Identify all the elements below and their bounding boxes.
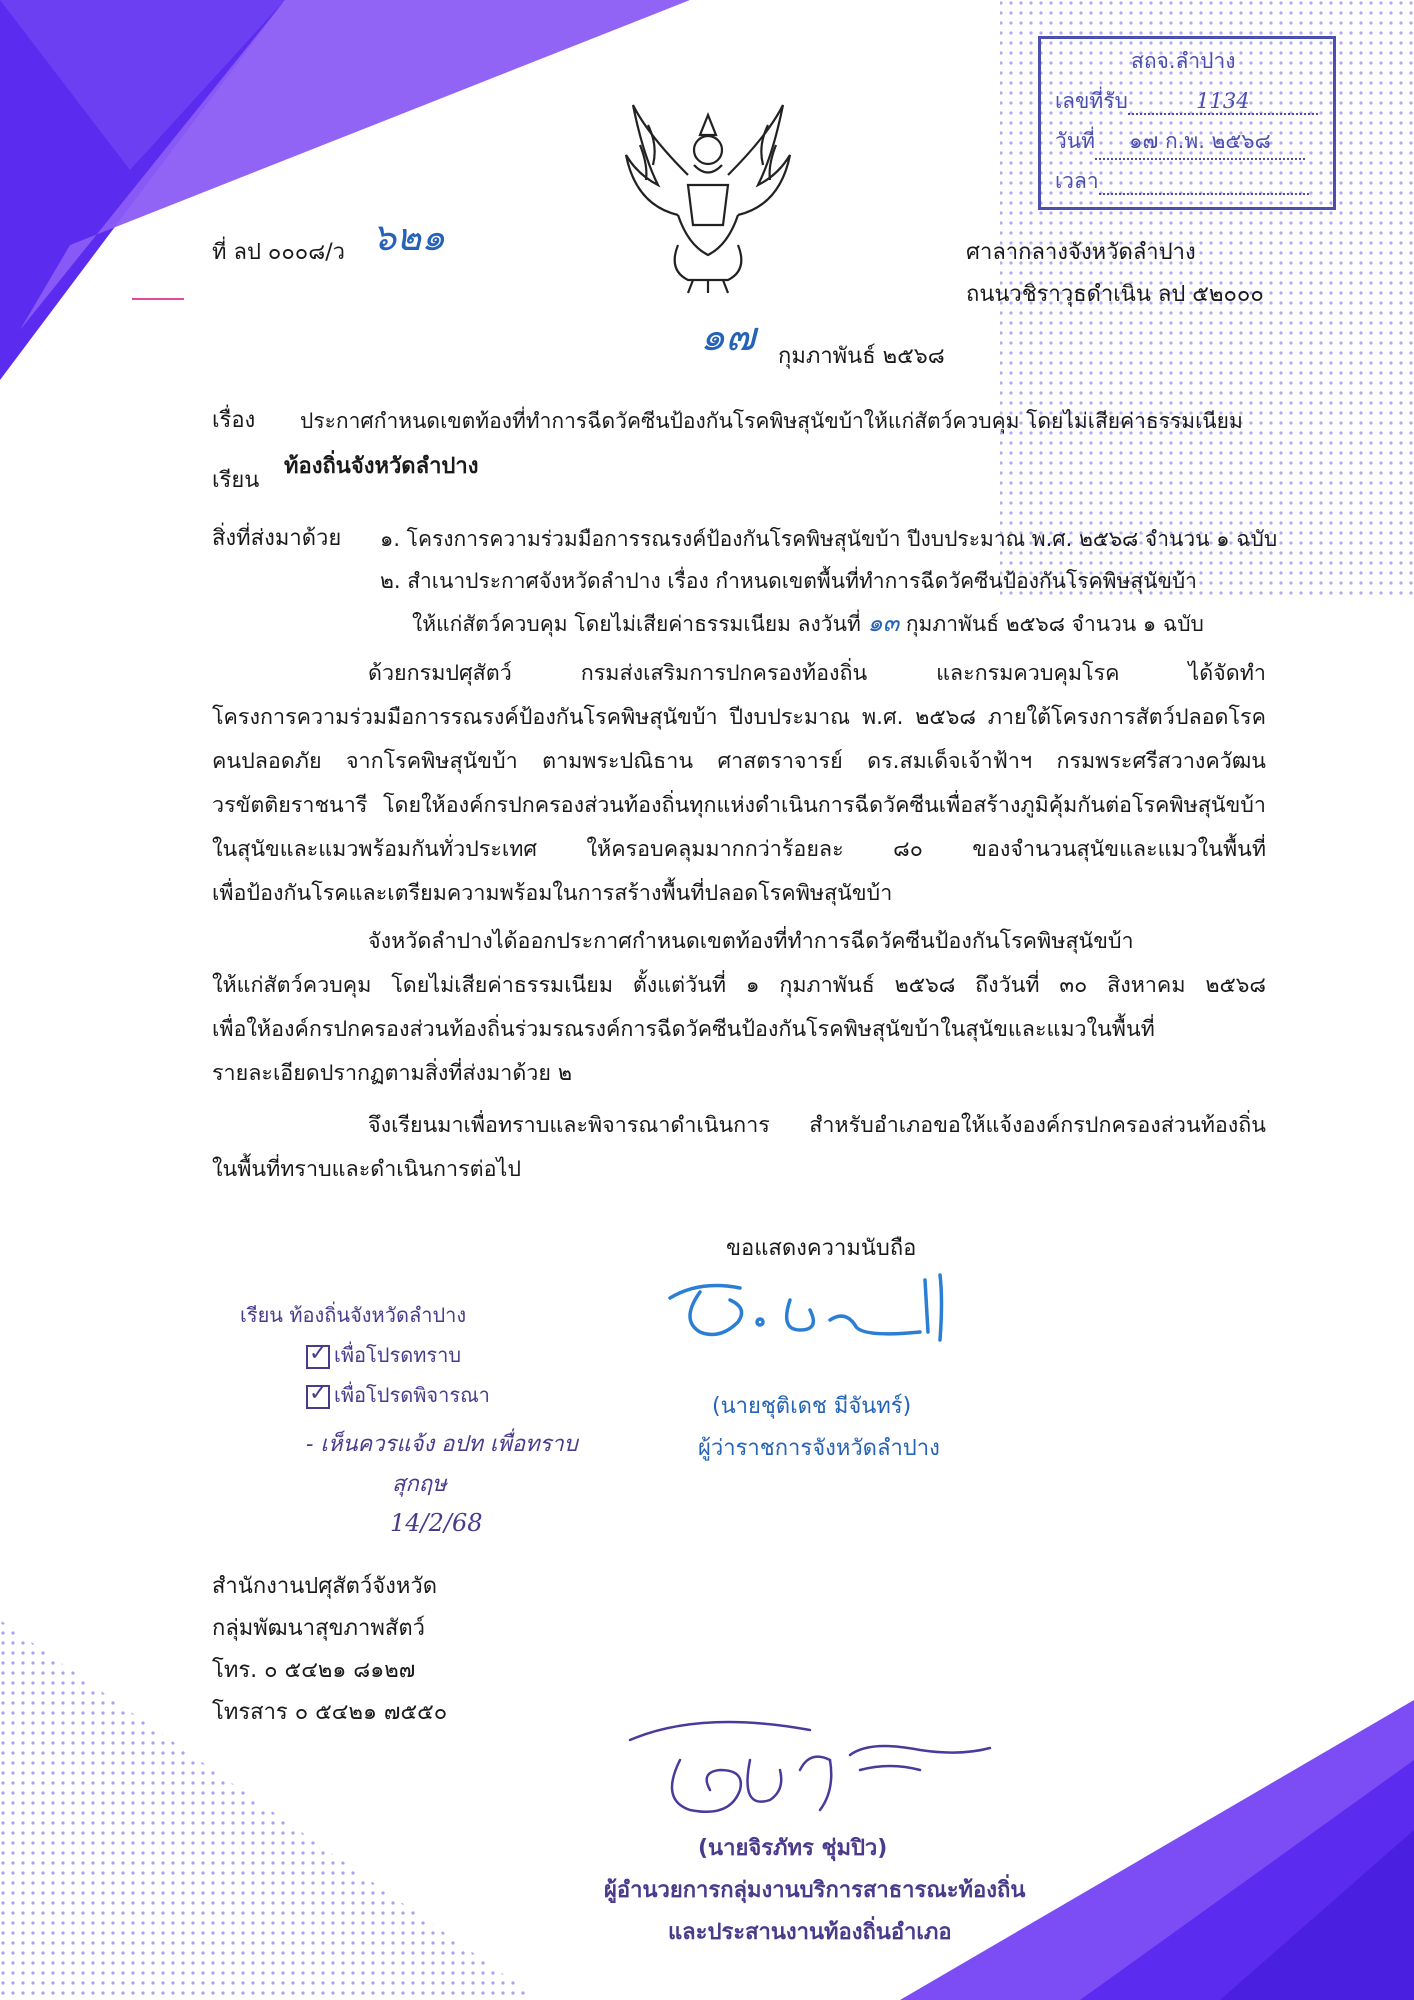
governor-name: (นายชุติเดช มีจันทร์)	[712, 1394, 912, 1419]
stamp-date-value: ๑๗ ก.พ. ๒๕๖๘	[1129, 129, 1271, 153]
paragraph-line: รายละเอียดปรากฏตามสิ่งที่ส่งมาด้วย ๒	[212, 1061, 572, 1086]
note-handwritten-date: 14/2/68	[390, 1509, 483, 1537]
contact-office: สำนักงานปศุสัตว์จังหวัด	[212, 1574, 438, 1599]
office-address-line2: ถนนวชิราวุธดำเนิน ลป ๕๒๐๐๐	[966, 282, 1264, 307]
note-recipient: เรียน ท้องถิ่นจังหวัดลำปาง	[240, 1303, 467, 1327]
enclosure-item-2-day: ๑๓	[867, 609, 900, 637]
enclosures-label: สิ่งที่ส่งมาด้วย	[212, 526, 342, 551]
note-check-1	[306, 1340, 461, 1370]
office-address-line1: ศาลากลางจังหวัดลำปาง	[966, 240, 1196, 265]
stamp-date-label: วันที่	[1055, 129, 1095, 153]
stamp-time-label: เวลา	[1055, 169, 1099, 193]
body-paragraph-2	[212, 920, 1266, 1096]
margin-mark	[132, 298, 184, 300]
governor-position: ผู้ว่าราชการจังหวัดลำปาง	[698, 1436, 940, 1461]
closing-salutation: ขอแสดงความนับถือ	[726, 1236, 917, 1261]
governor-signature	[660, 1270, 960, 1350]
stamp-title: สถจ.ลำปาง	[1131, 49, 1236, 73]
enclosure-item-1: ๑. โครงการความร่วมมือการรณรงค์ป้องกันโรคพิษสุนัขบ้า ปีงบประมาณ พ.ศ. ๒๕๖๘ จำนวน ๑ ฉบับ	[380, 527, 1278, 551]
paragraph-line: ในสุนัขและแมวพร้อมกันทั่วประเทศ ให้ครอบคลุมมากกว่าร้อยละ ๘๐ ของจำนวนสุนัขและแมวในพื้นที่	[212, 837, 1266, 862]
letter-date: กุมภาพันธ์ ๒๕๖๘	[778, 344, 945, 369]
enclosure-item-2-text-b: กุมภาพันธ์ ๒๕๖๘ จำนวน ๑ ฉบับ	[905, 612, 1204, 636]
paragraph-line: เพื่อให้องค์กรปกครองส่วนท้องถิ่นร่วมรณรงค์การฉีดวัคซีนป้องกันโรคพิษสุนัขบ้าในสุนัขและแมวในพื้นที่	[212, 1017, 1155, 1042]
body-paragraph-1	[212, 652, 1266, 916]
note-check-2-label: เพื่อโปรดพิจารณา	[334, 1383, 490, 1407]
note-handwritten-signature: สุกฤษ	[392, 1472, 447, 1497]
director-position-1: ผู้อำนวยการกลุ่มงานบริการสาธารณะท้องถิ่น	[604, 1878, 1026, 1903]
garuda-emblem	[618, 95, 798, 295]
note-check-2	[306, 1380, 490, 1410]
paragraph-line: ด้วยกรมปศุสัตว์ กรมส่งเสริมการปกครองท้องถิ่น และกรมควบคุมโรค ได้จัดทำ	[368, 661, 1266, 686]
recipient-label: เรียน	[212, 468, 260, 493]
checkbox-checked-icon	[306, 1345, 330, 1369]
reference-handwritten: ๖๒๑	[372, 215, 446, 259]
director-position-2: และประสานงานท้องถิ่นอำเภอ	[668, 1920, 952, 1945]
paragraph-line: วรขัตติยราชนารี โดยให้องค์กรปกครองส่วนท้องถิ่นทุกแห่งดำเนินการฉีดวัคซีนเพื่อสร้างภูมิคุ้มกันต่อโรคพิษสุนัขบ้า	[212, 793, 1266, 818]
note-handwritten-comment: - เห็นควรแจ้ง อปท เพื่อทราบ	[306, 1432, 578, 1457]
director-signature	[620, 1700, 1000, 1830]
paragraph-line: โครงการความร่วมมือการรณรงค์ป้องกันโรคพิษสุนัขบ้า ปีงบประมาณ พ.ศ. ๒๕๖๘ ภายใต้โครงการสัตว์ปลอดโรค	[212, 705, 1266, 730]
receiving-stamp	[1038, 36, 1336, 210]
enclosure-item-2-text-a: ให้แก่สัตว์ควบคุม โดยไม่เสียค่าธรรมเนียม ลงวันที่	[412, 612, 861, 636]
paragraph-line: จังหวัดลำปางได้ออกประกาศกำหนดเขตท้องที่ทำการฉีดวัคซีนป้องกันโรคพิษสุนัขบ้า	[368, 929, 1134, 954]
contact-phone: โทร. ๐ ๕๔๒๑ ๘๑๒๗	[212, 1658, 416, 1683]
paragraph-line: จึงเรียนมาเพื่อทราบและพิจารณาดำเนินการ สำหรับอำเภอขอให้แจ้งองค์กรปกครองส่วนท้องถิ่น	[368, 1113, 1266, 1138]
enclosure-item-2-line1: ๒. สำเนาประกาศจังหวัดลำปาง เรื่อง กำหนดเขตพื้นที่ทำการฉีดวัคซีนป้องกันโรคพิษสุนัขบ้า	[380, 569, 1197, 593]
contact-group: กลุ่มพัฒนาสุขภาพสัตว์	[212, 1616, 425, 1641]
paragraph-line: ให้แก่สัตว์ควบคุม โดยไม่เสียค่าธรรมเนียม ตั้งแต่วันที่ ๑ กุมภาพันธ์ ๒๕๖๘ ถึงวันที่ ๓๐ สิงหาคม ๒๕๖๘	[212, 973, 1266, 998]
recipient-text: ท้องถิ่นจังหวัดลำปาง	[284, 454, 479, 479]
paragraph-line: คนปลอดภัย จากโรคพิษสุนัขบ้า ตามพระปณิธาน ศาสตราจารย์ ดร.สมเด็จเจ้าฟ้าฯ กรมพระศรีสวางควัฒน	[212, 749, 1266, 774]
date-day-handwritten: ๑๗	[700, 314, 756, 360]
body-paragraph-3	[212, 1104, 1266, 1192]
stamp-receive-no: 1134	[1196, 89, 1250, 113]
enclosure-item-2-line2	[412, 608, 1204, 639]
reference-number: ที่ ลป ๐๐๐๘/ว	[212, 240, 345, 265]
paragraph-line: ในพื้นที่ทราบและดำเนินการต่อไป	[212, 1157, 522, 1182]
subject-text: ประกาศกำหนดเขตท้องที่ทำการฉีดวัคซีนป้องกันโรคพิษสุนัขบ้าให้แก่สัตว์ควบคุม โดยไม่เสียค่าธรรมเนียม	[300, 409, 1243, 433]
checkbox-checked-icon	[306, 1385, 330, 1409]
stamp-receive-label: เลขที่รับ	[1055, 89, 1128, 113]
director-name: (นายจิรภัทร ชุ่มปิว)	[698, 1836, 888, 1861]
paragraph-line: เพื่อป้องกันโรคและเตรียมความพร้อมในการสร้างพื้นที่ปลอดโรคพิษสุนัขบ้า	[212, 881, 893, 906]
contact-fax: โทรสาร ๐ ๕๔๒๑ ๗๕๕๐	[212, 1700, 448, 1725]
note-check-1-label: เพื่อโปรดทราบ	[334, 1343, 462, 1367]
subject-label: เรื่อง	[212, 408, 256, 433]
